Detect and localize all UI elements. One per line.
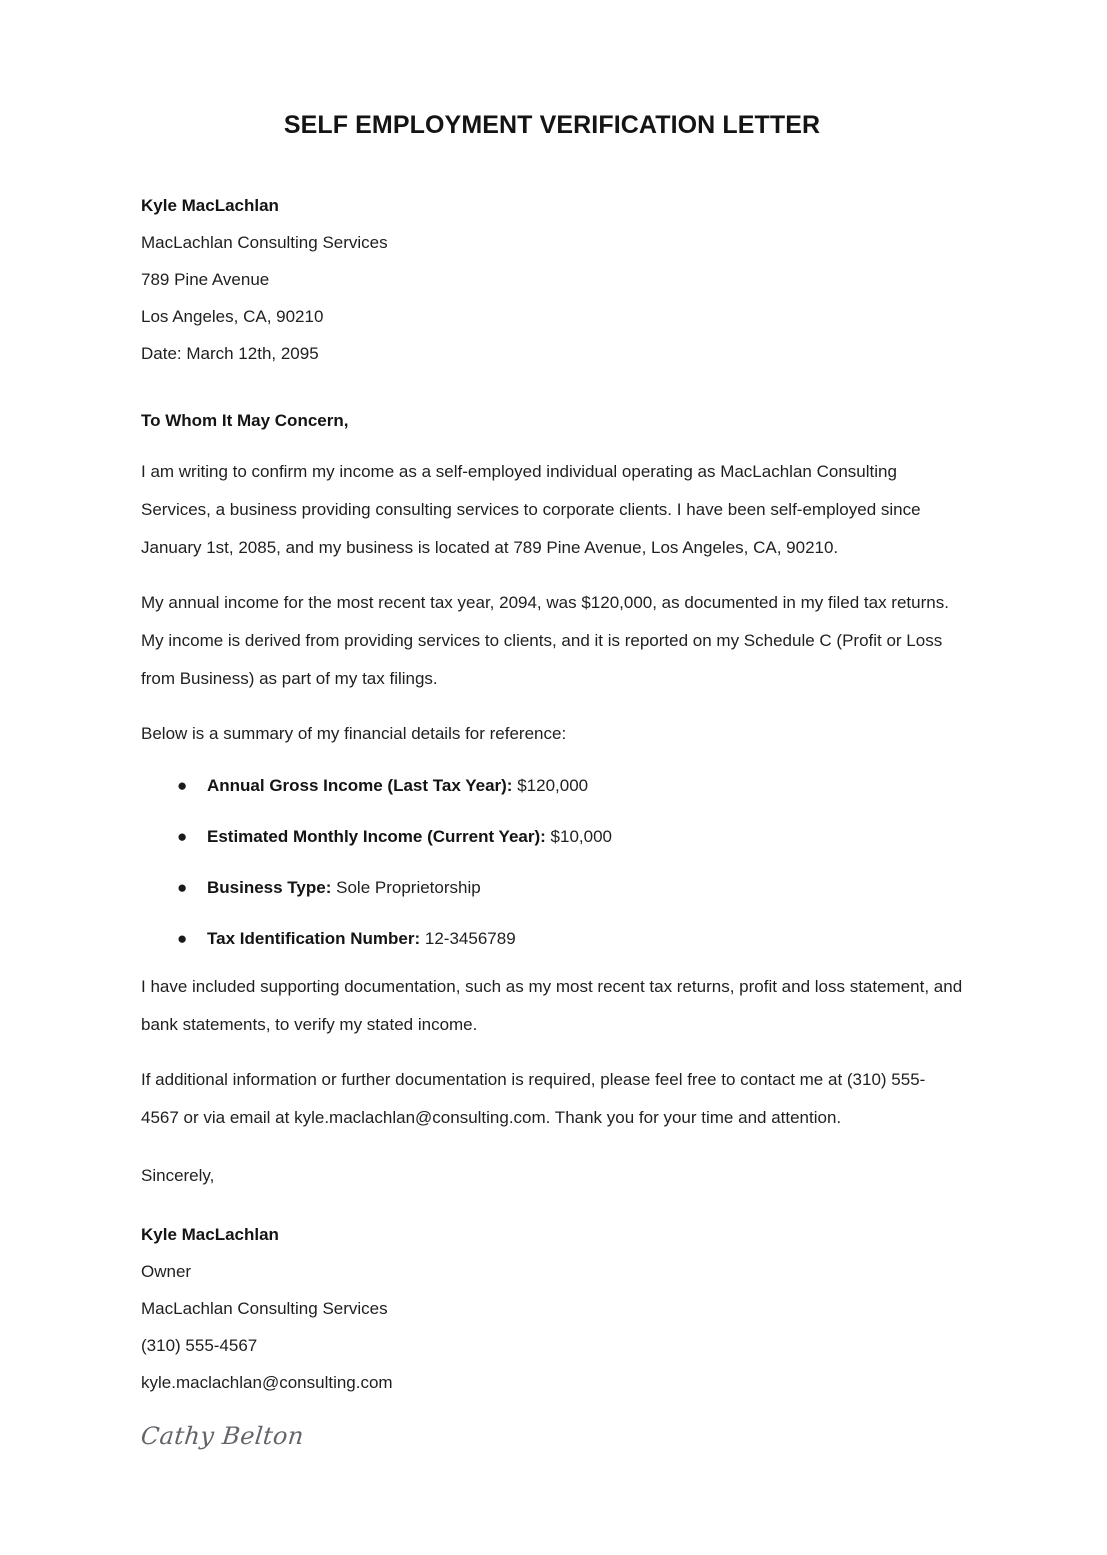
sender-city-state-zip: Los Angeles, CA, 90210 bbox=[141, 307, 324, 326]
list-item-value: Sole Proprietorship bbox=[336, 878, 481, 897]
financial-details-list bbox=[141, 771, 963, 954]
paragraph-contact: If additional information or further documentation is required, please feel free to contact me at (310) 555-4567 or via email at kyle.maclachlan@consulting.com. Thank you for your time and attention. bbox=[141, 1070, 926, 1127]
list-item-label: Estimated Monthly Income (Current Year): bbox=[207, 827, 546, 846]
sender-company: MacLachlan Consulting Services bbox=[141, 233, 388, 252]
signer-name: Kyle MacLachlan bbox=[141, 1225, 279, 1244]
sender-name: Kyle MacLachlan bbox=[141, 196, 279, 215]
list-item-value: 12-3456789 bbox=[424, 929, 516, 948]
letter-content bbox=[141, 0, 963, 1453]
signer-company: MacLachlan Consulting Services bbox=[141, 1299, 388, 1318]
list-item-value: $120,000 bbox=[517, 776, 589, 795]
bullet-icon: ● bbox=[177, 827, 188, 846]
bullet-icon: ● bbox=[177, 878, 188, 897]
letter-date: Date: March 12th, 2095 bbox=[141, 344, 319, 363]
list-item-value: $10,000 bbox=[550, 827, 612, 846]
paragraph-documentation: I have included supporting documentation, such as my most recent tax returns, profit and loss statement, and bank statements, to verify my stated income. bbox=[141, 977, 963, 1034]
bullet-icon: ● bbox=[177, 929, 188, 948]
signer-phone: (310) 555-4567 bbox=[141, 1336, 258, 1355]
list-item-label: Tax Identification Number: bbox=[207, 929, 421, 948]
sender-address-block bbox=[141, 187, 963, 372]
list-item bbox=[141, 924, 963, 954]
list-item bbox=[141, 822, 963, 852]
list-item-label: Business Type: bbox=[207, 878, 332, 897]
paragraph-income: My annual income for the most recent tax year, 2094, was $120,000, as documented in my filed tax returns. My income is derived from providing services to clients, and it is reported on my Schedule C (Profit or Loss from Business) as part of my tax filings. bbox=[141, 593, 949, 688]
list-item bbox=[141, 771, 963, 801]
bullet-icon: ● bbox=[177, 776, 188, 795]
handwritten-signature: Cathy Belton bbox=[139, 1422, 306, 1450]
salutation: To Whom It May Concern, bbox=[141, 411, 349, 430]
paragraph-intro: I am writing to confirm my income as a self-employed individual operating as MacLachlan Consulting Services, a business providing consulting services to corporate clients. I have been self-employed since January 1st, 2085, and my business is located at 789 Pine Avenue, Los Angeles, CA, 90210. bbox=[141, 462, 921, 557]
list-item-label: Annual Gross Income (Last Tax Year): bbox=[207, 776, 513, 795]
signer-role: Owner bbox=[141, 1262, 192, 1281]
closing-salutation: Sincerely, bbox=[141, 1166, 215, 1185]
signature-block bbox=[141, 1216, 963, 1401]
page-title: SELF EMPLOYMENT VERIFICATION LETTER bbox=[283, 111, 821, 139]
signer-email: kyle.maclachlan@consulting.com bbox=[141, 1373, 393, 1392]
sender-street: 789 Pine Avenue bbox=[141, 270, 270, 289]
paragraph-summary-lead: Below is a summary of my financial details for reference: bbox=[141, 724, 567, 743]
list-item bbox=[141, 873, 963, 903]
